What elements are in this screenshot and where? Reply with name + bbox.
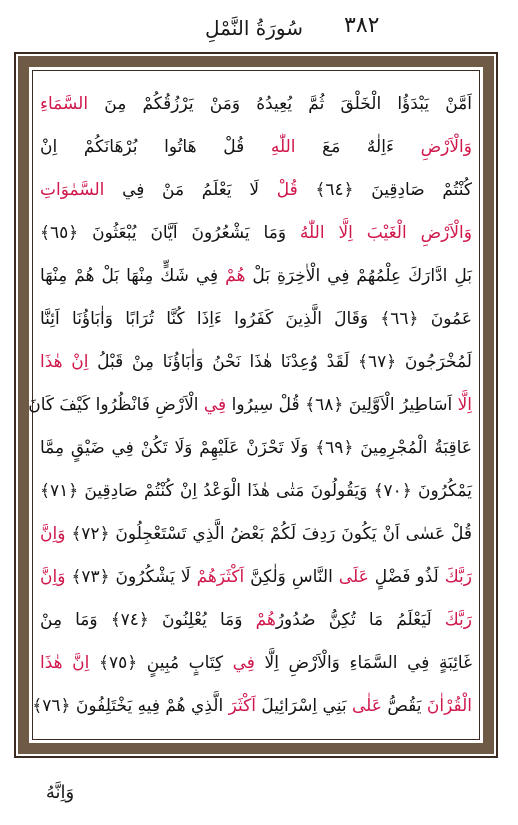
text-line: اِلَّا اَسَاطِيرُ الْاَوَّلِينَ ﴿٦٨﴾ قُلْ سِيرُوا فِي الْاَرْضِ فَانْظُرُوا كَيْفَ كَانَ bbox=[28, 395, 472, 415]
text-line: عَاقِبَةُ الْمُجْرِمِينَ ﴿٦٩﴾ وَلَا تَحْزَنْ عَلَيْهِمْ وَلَا تَكُنْ فِي ضَيْقٍ مِمَّا bbox=[40, 438, 472, 458]
text-line: الْقُرْاٰنَ يَقُصُّ عَلٰى بَنِي اِسْرَائِيلَ اَكْثَرَ الَّذِي هُمْ فِيهِ يَخْتَلِفُونَ ﴿٧٦﴾ bbox=[32, 696, 472, 716]
text-line: غَائِبَةٍ فِي السَّمَاءِ وَالْاَرْضِ اِلَّا فِي كِتَابٍ مُبِينٍ ﴿٧٥﴾ اِنَّ هٰذَا bbox=[40, 653, 473, 673]
text-line: عَمُونَ ﴿٦٦﴾ وَقَالَ الَّذِينَ كَفَرُوا ءَاِذَا كُنَّا تُرَابًا وَاٰبَاؤُنَا اَئِنَّا bbox=[40, 309, 473, 329]
text-line: لَمُخْرَجُونَ ﴿٦٧﴾ لَقَدْ وُعِدْنَا هٰذَا نَحْنُ وَاٰبَاؤُنَا مِنْ قَبْلُ اِنْ هٰذَا bbox=[40, 352, 472, 372]
text-line: وَالْاَرْضِ الْغَيْبَ اِلَّا اللّٰهُ وَمَا يَشْعُرُونَ اَيَّانَ يُبْعَثُونَ ﴿٦٥﴾ bbox=[40, 223, 472, 243]
quran-text-block bbox=[28, 82, 473, 732]
surah-title: سُورَةُ النَّمْلِ bbox=[205, 16, 303, 40]
text-line: رَبَّكَ لَذُو فَضْلٍ عَلَى النَّاسِ وَلٰكِنَّ اَكْثَرَهُمْ لَا يَشْكُرُونَ ﴿٧٣﴾ وَاِنَّ bbox=[40, 567, 472, 587]
text-line: وَالْاَرْضِ ءَاِلٰهٌ مَعَ اللّٰهِ قُلْ هَاتُوا بُرْهَانَكُمْ اِنْ bbox=[40, 137, 472, 157]
page-number: ٣٨٢ bbox=[344, 13, 380, 38]
text-line: بَلِ ادَّارَكَ عِلْمُهُمْ فِي الْاٰخِرَةِ بَلْ هُمْ فِي شَكٍّ مِنْهَا بَلْ هُمْ مِنْهَا bbox=[40, 266, 472, 286]
text-line: رَبَّكَ لَيَعْلَمُ مَا تُكِنُّ صُدُورُهُمْ وَمَا يُعْلِنُونَ ﴿٧٤﴾ وَمَا مِنْ bbox=[40, 610, 472, 630]
text-line: كُنْتُمْ صَادِقِينَ ﴿٦٤﴾ قُلْ لَا يَعْلَمُ مَنْ فِي السَّمٰوَاتِ bbox=[40, 180, 472, 200]
text-line: يَمْكُرُونَ ﴿٧٠﴾ وَيَقُولُونَ مَتٰى هٰذَا الْوَعْدُ اِنْ كُنْتُمْ صَادِقِينَ ﴿٧١﴾ bbox=[40, 481, 472, 501]
page-header bbox=[14, 8, 504, 48]
text-line: قُلْ عَسٰى اَنْ يَكُونَ رَدِفَ لَكُمْ بَعْضُ الَّذِي تَسْتَعْجِلُونَ ﴿٧٢﴾ وَاِنَّ bbox=[40, 524, 472, 544]
text-line: اَمَّنْ يَبْدَؤُا الْخَلْقَ ثُمَّ يُعِيدُهُ وَمَنْ يَرْزُقُكُمْ مِنَ السَّمَاءِ bbox=[40, 94, 472, 114]
catchword: وَاِنَّهُ bbox=[45, 782, 75, 803]
